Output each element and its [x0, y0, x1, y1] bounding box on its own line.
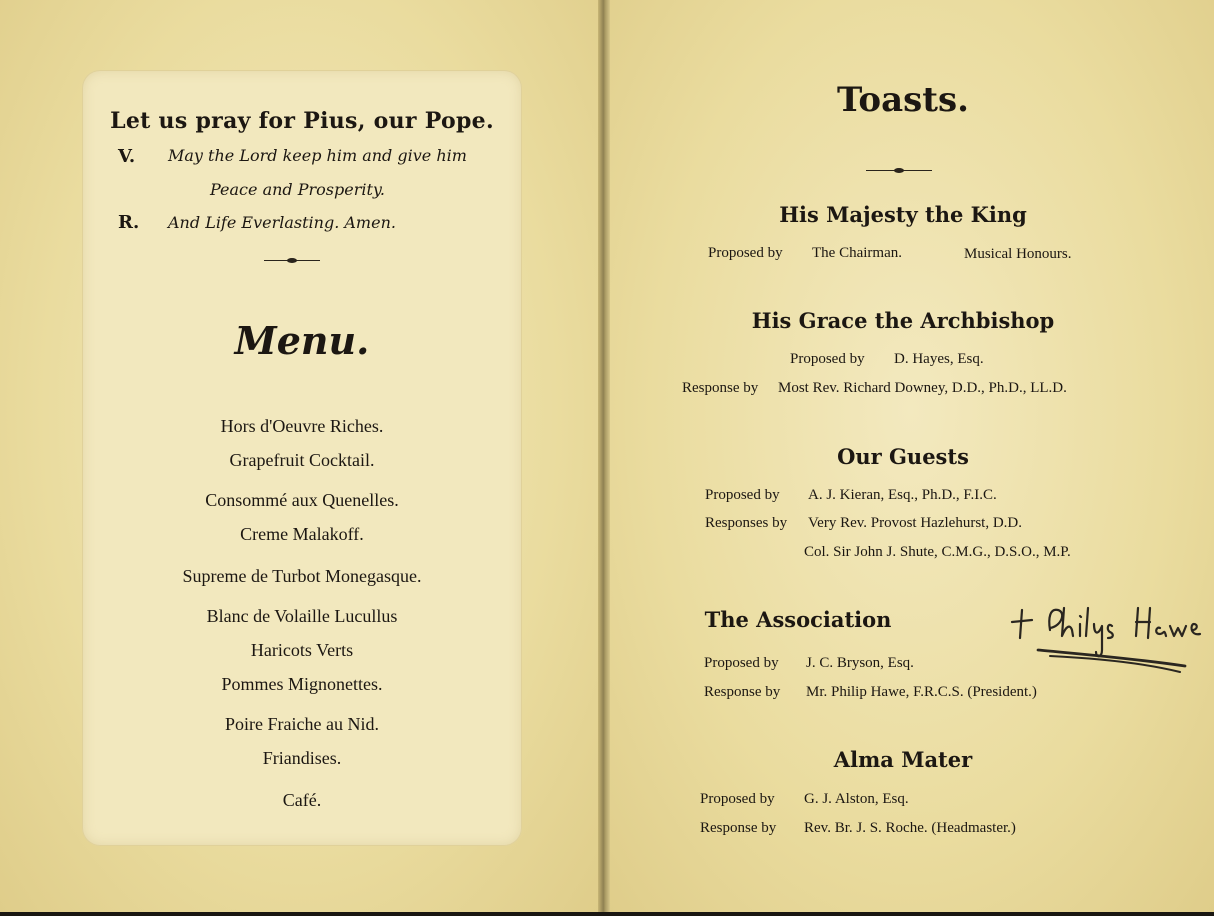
menu-item: Poire Fraiche au Nid.	[225, 714, 379, 734]
toast-label: Response by	[704, 684, 781, 700]
toast-heading: Alma Mater	[833, 747, 973, 772]
menu-title: Menu.	[234, 318, 370, 363]
toast-label: Proposed by	[708, 245, 783, 261]
menu-item: Consommé aux Quenelles.	[205, 490, 399, 510]
toast-person: D. Hayes, Esq.	[894, 351, 984, 367]
toast-label: Proposed by	[705, 487, 780, 503]
toast-heading: His Grace the Archbishop	[751, 308, 1055, 333]
toast-person: Col. Sir John J. Shute, C.M.G., D.S.O., M.P.	[804, 544, 1071, 560]
toast-person: Rev. Br. J. S. Roche. (Headmaster.)	[804, 820, 1016, 836]
toast-label: Response by	[700, 820, 777, 836]
prayer-title: Let us pray for Pius, our Pope.	[110, 108, 494, 134]
toast-label: Proposed by	[700, 791, 775, 807]
menu-item: Supreme de Turbot Monegasque.	[182, 566, 422, 586]
handwritten-signature	[1010, 600, 1205, 680]
response-line: And Life Everlasting. Amen.	[168, 213, 396, 232]
toast-label: Response by	[682, 380, 759, 396]
divider-ornament-right	[866, 166, 932, 176]
toasts-title: Toasts.	[837, 80, 969, 120]
toast-label: Proposed by	[790, 351, 865, 367]
response-mark: R.	[118, 212, 140, 233]
toast-heading: The Association	[704, 607, 892, 632]
toast-note: Musical Honours.	[964, 246, 1072, 262]
menu-item: Café.	[282, 790, 322, 810]
divider-ornament-left	[264, 256, 320, 266]
toast-person: Mr. Philip Hawe, F.R.C.S. (President.)	[806, 684, 1037, 700]
menu-item: Blanc de Volaille Lucullus	[206, 606, 398, 626]
toast-person: Very Rev. Provost Hazlehurst, D.D.	[808, 515, 1022, 531]
menu-item: Hors d'Oeuvre Riches.	[220, 416, 384, 436]
toast-person: G. J. Alston, Esq.	[804, 791, 909, 807]
toast-person: A. J. Kieran, Esq., Ph.D., F.I.C.	[808, 487, 997, 503]
versicle-mark: V.	[118, 146, 136, 167]
menu-item: Creme Malakoff.	[240, 524, 364, 544]
menu-item: Grapefruit Cocktail.	[229, 450, 375, 470]
versicle-line-1: May the Lord keep him and give him	[168, 146, 467, 165]
toast-person: J. C. Bryson, Esq.	[806, 655, 914, 671]
toast-label: Proposed by	[704, 655, 779, 671]
toast-label: Responses by	[705, 515, 788, 531]
menu-item: Pommes Mignonettes.	[221, 674, 383, 694]
toast-heading: Our Guests	[837, 444, 969, 469]
toast-heading: His Majesty the King	[779, 202, 1027, 227]
toast-person: The Chairman.	[812, 245, 902, 261]
menu-item: Haricots Verts	[250, 640, 354, 660]
menu-item: Friandises.	[262, 748, 342, 768]
toast-person: Most Rev. Richard Downey, D.D., Ph.D., LL.D.	[778, 380, 1067, 396]
versicle-line-2: Peace and Prosperity.	[210, 180, 385, 199]
